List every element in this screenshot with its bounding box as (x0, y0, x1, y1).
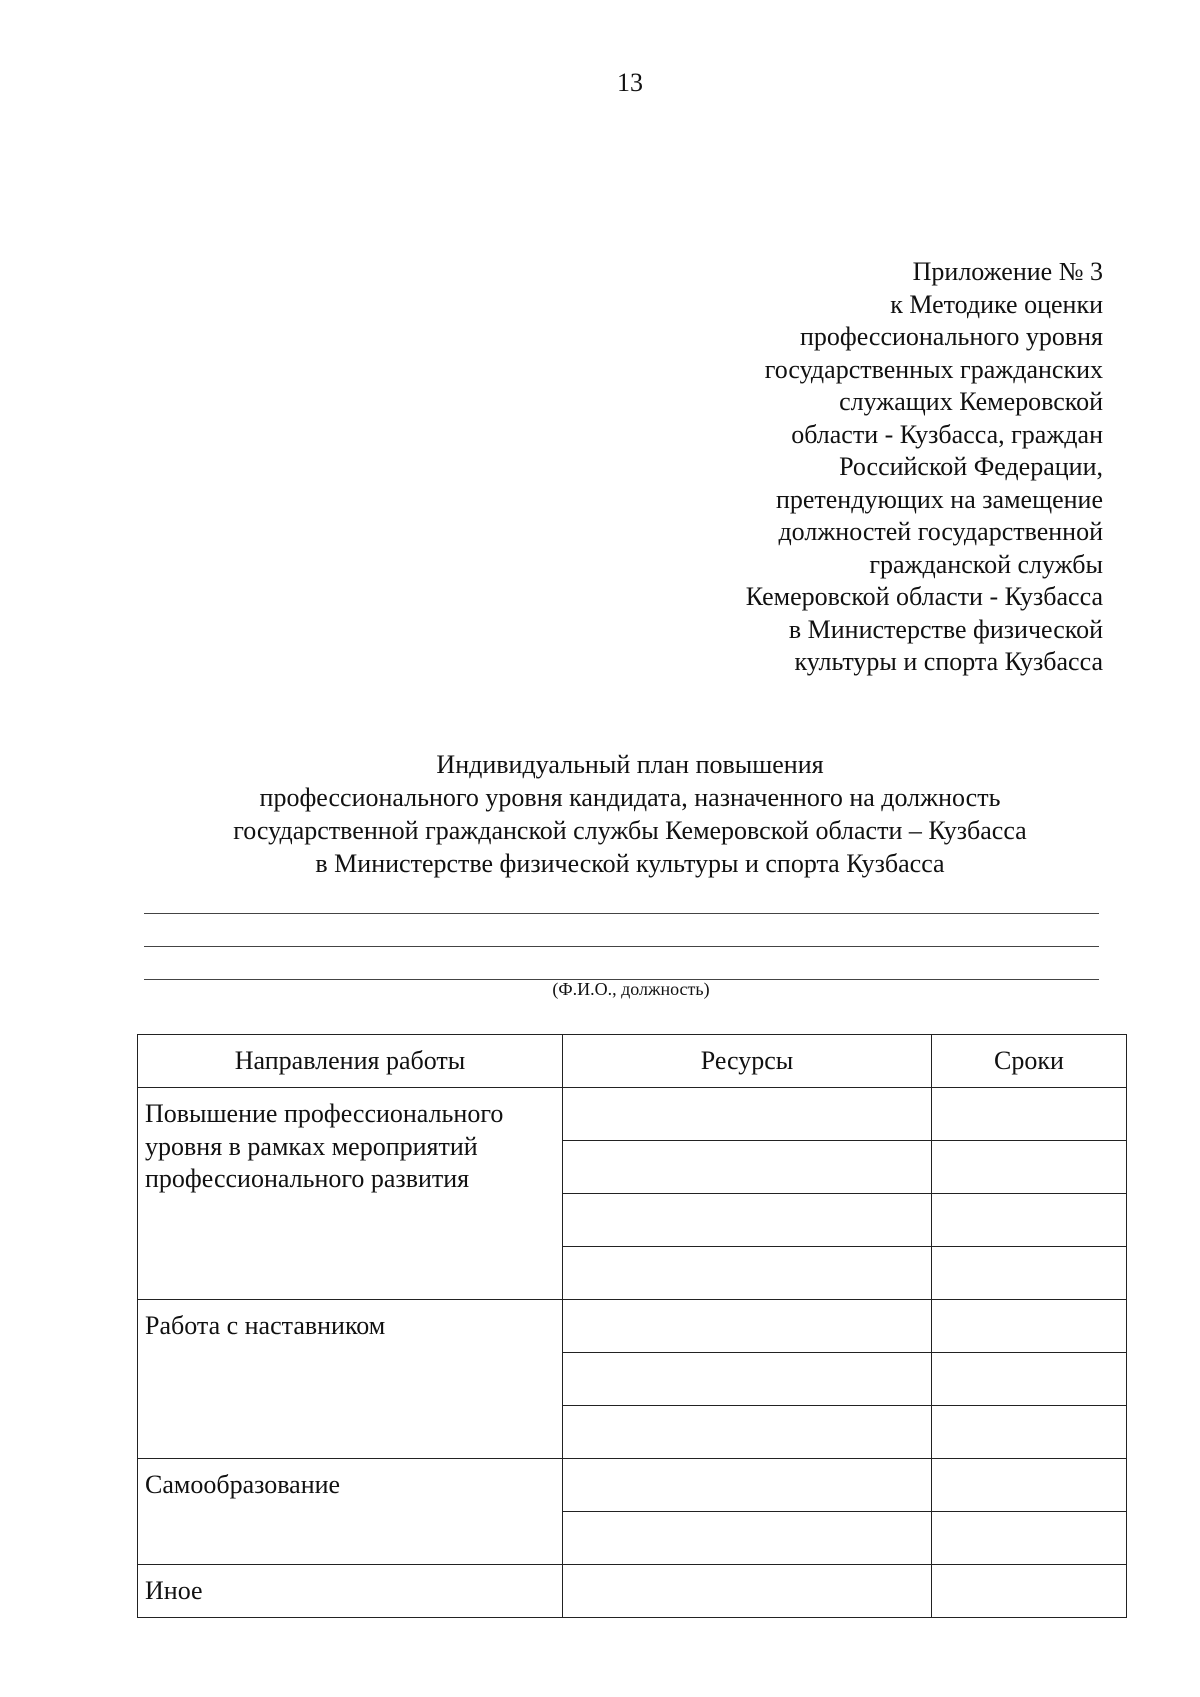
plan-title (90, 748, 1170, 880)
appendix-line: гражданской службы (869, 549, 1103, 579)
fio-fill-line (144, 946, 1099, 947)
plan-table-body (138, 1088, 1127, 1618)
appendix-line: профессионального уровня (799, 322, 1103, 351)
resources-cell (563, 1194, 932, 1247)
resources-cell (563, 1300, 932, 1353)
appendix-line: Приложение № 3 (912, 257, 1103, 286)
appendix-line: служащих Кемеровской (839, 387, 1103, 416)
header-deadlines: Сроки (932, 1035, 1127, 1088)
deadline-cell (932, 1300, 1127, 1353)
appendix-line: культуры и спорта Кузбасса (794, 647, 1103, 676)
appendix-line: претендующих на замещение (775, 484, 1103, 514)
table-row (138, 1565, 1127, 1618)
appendix-line: к Методике оценки (890, 289, 1103, 319)
deadline-cell (932, 1141, 1127, 1194)
deadline-cell (932, 1512, 1127, 1565)
header-resources: Ресурсы (563, 1035, 932, 1088)
direction-cell: Повышение профессионального уровня в рамках мероприятий профессионального развития (138, 1088, 563, 1300)
table-header-row (138, 1035, 1127, 1088)
direction-cell: Самообразование (138, 1459, 563, 1565)
resources-cell (563, 1565, 932, 1618)
deadline-cell (932, 1194, 1127, 1247)
table-row (138, 1459, 1127, 1512)
plan-table (137, 1034, 1127, 1618)
fio-fill-line (144, 913, 1099, 914)
resources-cell (563, 1141, 932, 1194)
appendix-line: Кемеровской области - Кузбасса (745, 582, 1103, 611)
resources-cell (563, 1459, 932, 1512)
appendix-line: должностей государственной (778, 517, 1103, 546)
resources-cell (563, 1247, 932, 1300)
resources-cell (563, 1406, 932, 1459)
resources-cell (563, 1512, 932, 1565)
deadline-cell (932, 1353, 1127, 1406)
appendix-line: государственных гражданских (764, 354, 1103, 384)
direction-cell: Работа с наставником (138, 1300, 563, 1459)
appendix-line: в Министерстве физической (788, 614, 1103, 644)
fio-caption: (Ф.И.О., должность) (552, 979, 710, 999)
header-directions: Направления работы (138, 1035, 563, 1088)
plan-title-line: Индивидуальный план повышения (436, 750, 824, 779)
appendix-line: области - Кузбасса, граждан (791, 419, 1103, 449)
table-row (138, 1088, 1127, 1141)
deadline-cell (932, 1565, 1127, 1618)
table-row (138, 1300, 1127, 1353)
deadline-cell (932, 1088, 1127, 1141)
plan-title-line: в Министерстве физической культуры и спорта Кузбасса (315, 849, 945, 878)
deadline-cell (932, 1406, 1127, 1459)
plan-title-line: профессионального уровня кандидата, назначенного на должность (259, 783, 1001, 812)
plan-title-line: государственной гражданской службы Кемеровской области – Кузбасса (233, 816, 1027, 845)
deadline-cell (932, 1459, 1127, 1512)
page-number: 13 (617, 68, 643, 97)
appendix-heading (543, 256, 1103, 679)
deadline-cell (932, 1247, 1127, 1300)
resources-cell (563, 1088, 932, 1141)
appendix-line: Российской Федерации, (839, 452, 1103, 481)
direction-cell: Иное (138, 1565, 563, 1618)
resources-cell (563, 1353, 932, 1406)
